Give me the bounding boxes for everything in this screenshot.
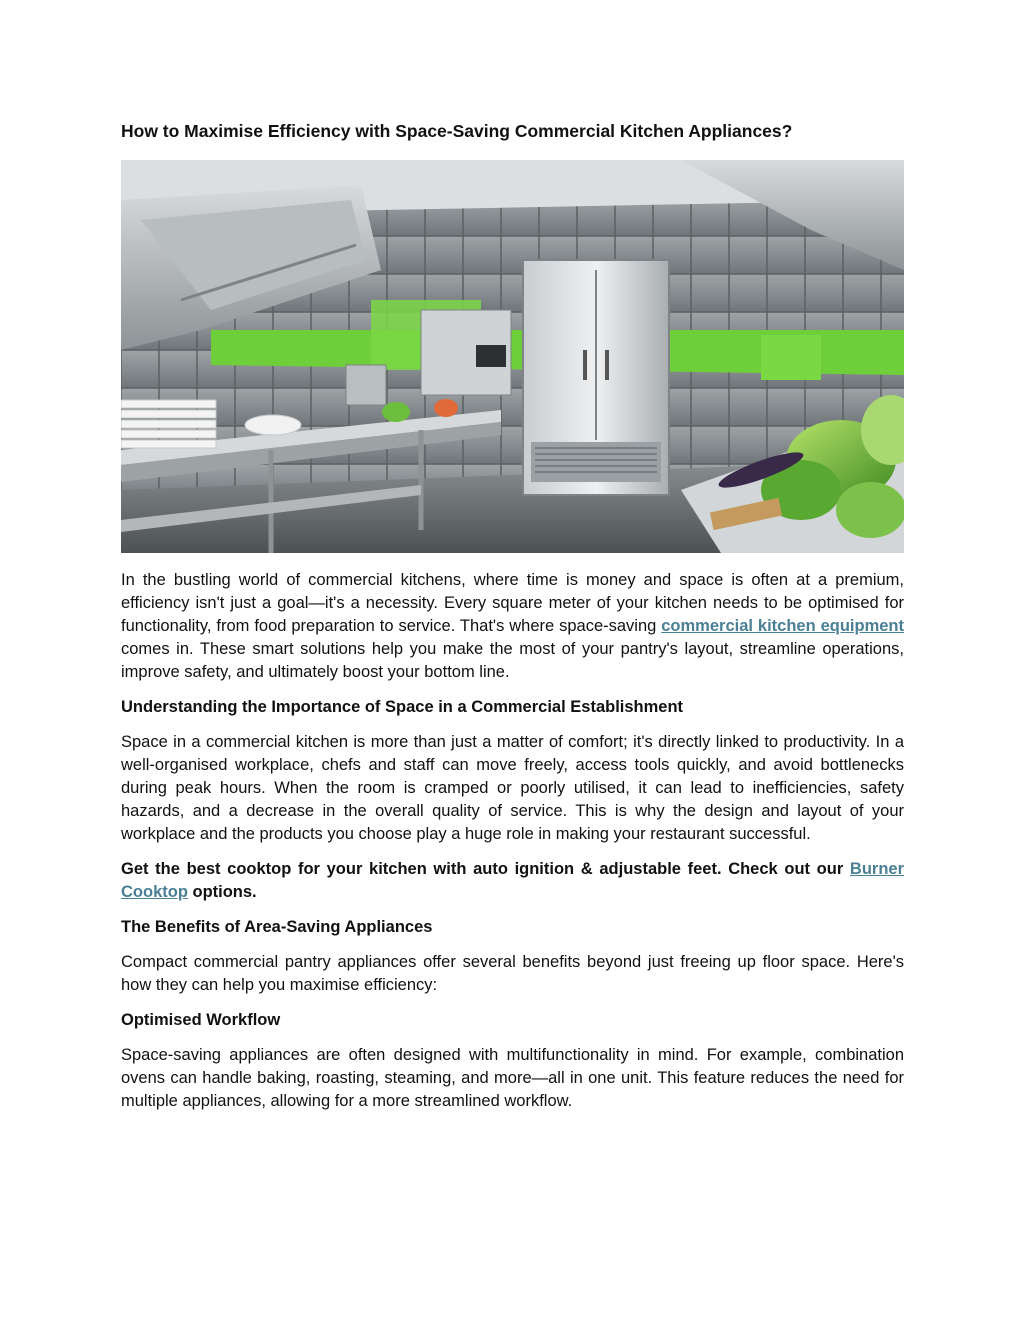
- section-heading-workflow: Optimised Workflow: [121, 1011, 281, 1029]
- page-title: How to Maximise Efficiency with Space-Saving Commercial Kitchen Appliances?: [121, 121, 793, 141]
- callout-text-1: Get the best cooktop for your kitchen with auto ignition & adjustable feet. Check out our: [121, 860, 850, 878]
- benefits-paragraph: Compact commercial pantry appliances offer several benefits beyond just freeing up floor space. Here's how they can help you maximise efficiency:: [121, 953, 904, 994]
- section-heading-importance: Understanding the Importance of Space in a Commercial Establishment: [121, 698, 684, 716]
- commercial-kitchen-equipment-link[interactable]: commercial kitchen equipment: [661, 617, 904, 635]
- article: [121, 118, 904, 1125]
- workflow-paragraph: Space-saving appliances are often designed with multifunctionality in mind. For example, combination ovens can handle baking, roasting, steaming, and more—all in one unit. This feature reduces the need for multiple appliances, allowing for a more streamlined workflow.: [121, 1046, 904, 1110]
- burner-cooktop-link[interactable]: Burner Cooktop: [121, 860, 904, 901]
- callout-text-2: options.: [187, 883, 257, 901]
- intro-paragraph: [121, 569, 904, 684]
- importance-paragraph: Space in a commercial kitchen is more than just a matter of comfort; it's directly linked to productivity. In a well-organised workplace, chefs and staff can move freely, access tools quickly, and avoid bottlenecks during peak hours. When the room is cramped or poorly utilised, it can lead to inefficiencies, safety hazards, and a decrease in the overall quality of service. This is why the design and layout of your workplace and the products you choose play a huge role in making your restaurant successful.: [121, 733, 904, 843]
- intro-text-1: In the bustling world of commercial kitchens, where time is money and space is often at a premium, efficiency isn't just a goal—it's a necessity. Every square meter of your kitchen needs to be optimised for functionality, from food preparation to service. That's where space-saving: [121, 571, 904, 635]
- intro-text-2: comes in. These smart solutions help you make the most of your pantry's layout, streamline operations, improve safety, and ultimately boost your bottom line.: [121, 640, 904, 681]
- kitchen-hero-image: [121, 160, 904, 553]
- section-heading-benefits: The Benefits of Area-Saving Appliances: [121, 918, 433, 936]
- cooktop-callout: [121, 858, 904, 904]
